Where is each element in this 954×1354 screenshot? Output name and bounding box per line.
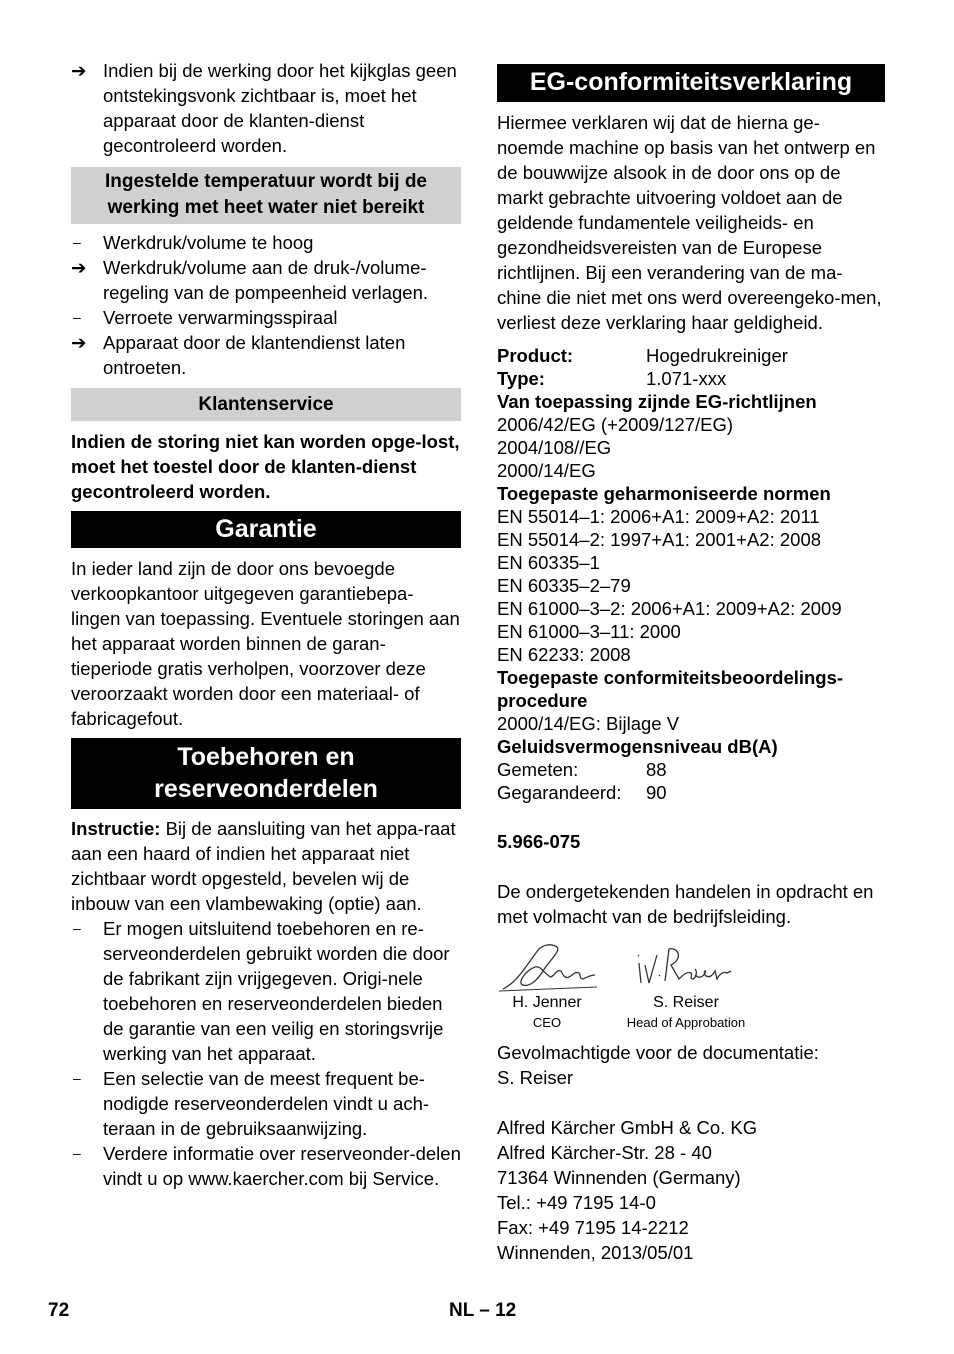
section-heading <box>71 738 461 809</box>
signature-reiser <box>635 945 735 991</box>
list-item <box>71 255 461 305</box>
heading-line: Ingestelde temperatuur wordt bij de <box>105 171 427 192</box>
eg-intro: Hiermee verklaren wij dat de hierna ge-noemde machine op basis van het ontwerp en de bouwwijze alsook in de door ons op de markt gebrachte uitvoering voldoet aan de geldende fundamentele veiligheids- en gezondheidsvereisten van de Europese richtlijnen. Bij een verandering van de ma-chine die niet met ons werd overeengeko-men, verliest deze verklaring haar geldigheid. <box>497 112 882 333</box>
doc-number: 5.966-075 <box>497 831 581 852</box>
signers-intro: De ondergetekenden handelen in opdracht en met volmacht van de bedrijfsleiding. <box>497 881 874 927</box>
section-heading: Garantie <box>71 511 461 548</box>
arrow-right-icon: ➔ <box>71 60 87 81</box>
eg-heading: EG-conformiteitsverklaring <box>497 64 885 102</box>
address-line: Fax: +49 7195 14-2212 <box>497 1217 689 1238</box>
item-text: Er mogen uitsluitend toebehoren en re-serveonderdelen gebruikt worden die door de fabrikant zijn vrijgegeven. Origi-nele toebehoren en reserveonderdelen bieden de garantie van een veilig en storingsvrije werking van het apparaat. <box>103 918 450 1064</box>
product-value: Hogedrukreiniger <box>646 345 788 366</box>
garantie-text: In ieder land zijn de door ons bevoegde verkoopkantoor uitgegeven garantiebepa-lingen van toepassing. Eventuele storingen aan het apparaat worden binnen de garan-tieperiode gratis verholpen, voorzover deze veroorzaakt worden door een materiaal- of fabricagefout. <box>71 558 460 729</box>
list-item <box>71 58 461 158</box>
gevolmachtigde-label: Gevolmachtigde voor de documentatie: <box>497 1042 819 1063</box>
normen-heading: Toegepaste geharmoniseerde normen <box>497 483 831 504</box>
type-label: Type: <box>497 368 545 389</box>
norm-item: EN 55014–1: 2006+A1: 2009+A2: 2011 <box>497 506 820 527</box>
language-page-indicator: NL – 12 <box>449 1300 517 1321</box>
address-line: Tel.: +49 7195 14-0 <box>497 1192 656 1213</box>
richtlijnen-heading: Van toepassing zijnde EG-richtlijnen <box>497 391 817 412</box>
instructie-paragraph <box>71 816 461 916</box>
dash-icon: – <box>73 234 81 250</box>
list-item <box>71 1066 461 1141</box>
signatures <box>497 941 885 1033</box>
heading-line: reserveonderdelen <box>154 775 378 803</box>
signer-1-role: CEO <box>532 1015 562 1030</box>
signer-1 <box>497 993 597 1031</box>
type-value: 1.071-xxx <box>646 368 727 389</box>
type-row <box>497 367 885 390</box>
item-text: Indien bij de werking door het kijkglas geen ontstekingsvonk zichtbaar is, moet het apparaat door de klanten-dienst gecontroleerd worden. <box>103 60 457 156</box>
norm-item: EN 61000–3–2: 2006+A1: 2009+A2: 2009 <box>497 598 842 619</box>
item-text: Apparaat door de klantendienst laten ontroeten. <box>103 332 406 378</box>
heading-line: werking met heet water niet bereikt <box>107 197 425 218</box>
page-number: 72 <box>48 1300 70 1321</box>
section-heading <box>71 167 461 224</box>
item-text: Verdere informatie over reserveonder-delen vindt u op www.kaercher.com bij Service. <box>103 1143 461 1189</box>
dash-icon: – <box>73 920 81 936</box>
left-column <box>71 58 461 1191</box>
arrow-right-icon: ➔ <box>71 332 87 353</box>
procedure-value: 2000/14/EG: Bijlage V <box>497 713 680 734</box>
address-line: Alfred Kärcher GmbH & Co. KG <box>497 1117 758 1138</box>
gegarandeerd-value: 90 <box>646 782 667 803</box>
norm-item: EN 60335–1 <box>497 552 600 573</box>
list-item <box>71 916 461 1066</box>
dash-icon: – <box>73 1145 81 1161</box>
gemeten-row <box>497 758 885 781</box>
gegarandeerd-row <box>497 781 885 804</box>
norm-item: EN 60335–2–79 <box>497 575 631 596</box>
procedure-heading: procedure <box>497 690 588 711</box>
signer-2 <box>615 993 757 1031</box>
address-line: 71364 Winnenden (Germany) <box>497 1167 741 1188</box>
norm-item: EN 61000–3–11: 2000 <box>497 621 681 642</box>
item-text: Werkdruk/volume aan de druk-/volume-regeling van de pompeenheid verlagen. <box>103 257 429 303</box>
klantenservice-text: Indien de storing niet kan worden opge-lost, moet het toestel door de klanten-dienst gecontroleerd worden. <box>71 431 460 502</box>
gemeten-value: 88 <box>646 759 667 780</box>
signer-2-role: Head of Approbation <box>626 1015 746 1030</box>
right-column <box>497 64 885 1265</box>
toebehoren-list <box>71 916 461 1191</box>
heading-line: Toebehoren en <box>177 743 355 771</box>
list-item <box>71 305 461 330</box>
declaration-block <box>497 344 885 804</box>
richtlijn-item: 2004/108//EG <box>497 437 612 458</box>
norm-item: EN 62233: 2008 <box>497 644 631 665</box>
item-text: Verroete verwarmingsspiraal <box>103 307 338 328</box>
arrow-right-icon: ➔ <box>71 257 87 278</box>
list-item <box>71 1141 461 1191</box>
norm-item: EN 55014–2: 1997+A1: 2001+A2: 2008 <box>497 529 822 550</box>
address-block <box>497 1115 885 1265</box>
section-heading: Klantenservice <box>71 388 461 421</box>
list-item <box>71 330 461 380</box>
address-line: Alfred Kärcher-Str. 28 - 40 <box>497 1142 712 1163</box>
gegarandeerd-label: Gegarandeerd: <box>497 782 622 803</box>
richtlijn-item: 2000/14/EG <box>497 460 596 481</box>
product-row <box>497 344 885 367</box>
geluid-heading: Geluidsvermogensniveau dB(A) <box>497 736 778 757</box>
instructie-label: Instructie: <box>71 818 161 839</box>
temp-list <box>71 230 461 380</box>
signer-1-name: H. Jenner <box>512 994 582 1011</box>
signature-jenner <box>499 941 599 995</box>
procedure-heading: Toegepaste conformiteitsbeoordelings- <box>497 667 844 688</box>
instructie-text: Bij de aansluiting van het appa-raat aan een haard of indien het apparaat niet zichtbaar wordt opgesteld, bevelen wij de inbouw van een vlambewaking (optie) aan. <box>71 818 456 914</box>
item-text: Een selectie van de meest frequent be-nodigde reserveonderdelen vindt u ach-teraan in de gebruiksaanwijzing. <box>103 1068 430 1139</box>
dash-icon: – <box>73 309 81 325</box>
dash-icon: – <box>73 1070 81 1086</box>
product-label: Product: <box>497 345 574 366</box>
richtlijn-item: 2006/42/EG (+2009/127/EG) <box>497 414 734 435</box>
gemeten-label: Gemeten: <box>497 759 579 780</box>
signer-2-name: S. Reiser <box>653 994 719 1011</box>
gevolmachtigde-name: S. Reiser <box>497 1067 574 1088</box>
list-item <box>71 230 461 255</box>
item-text: Werkdruk/volume te hoog <box>103 232 314 253</box>
address-line: Winnenden, 2013/05/01 <box>497 1242 694 1263</box>
